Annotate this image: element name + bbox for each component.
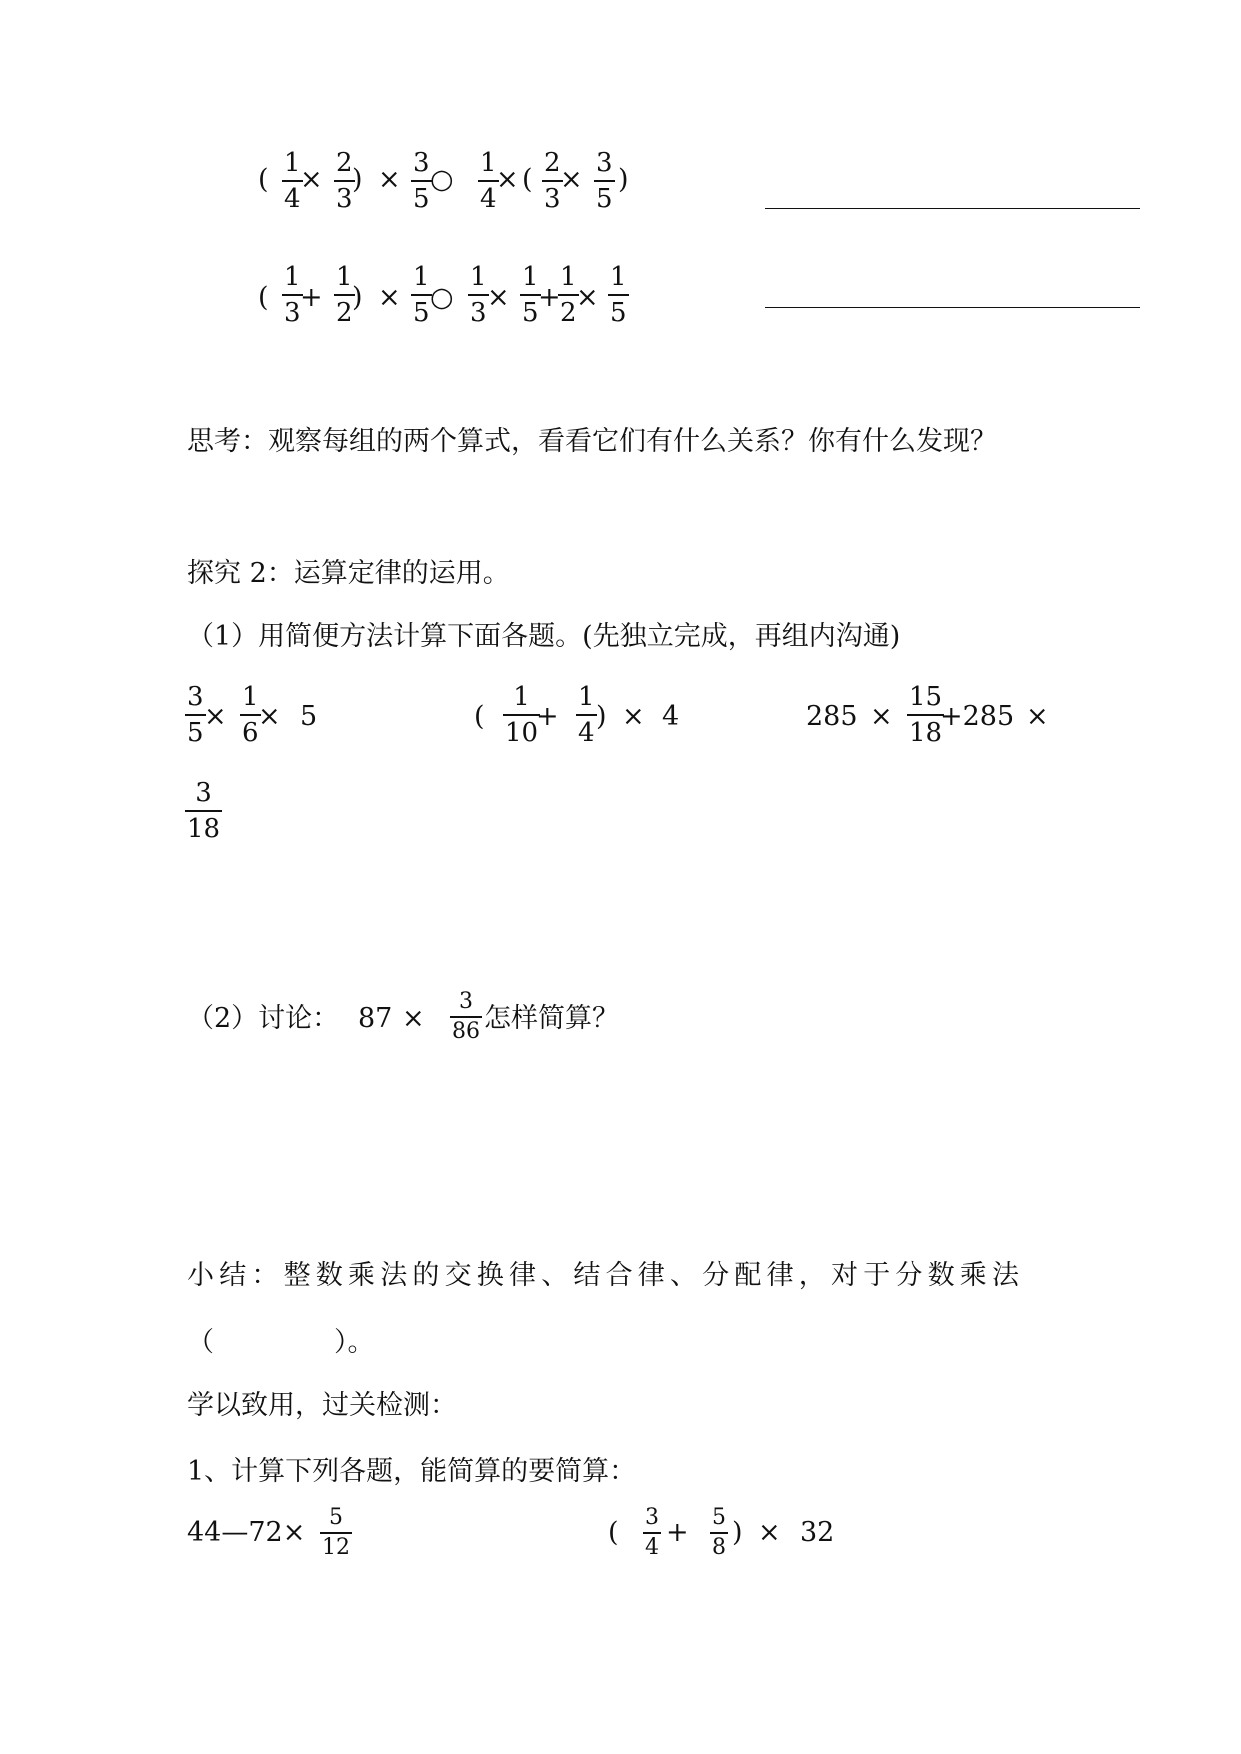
paren-open: ( <box>258 164 269 195</box>
paren-open: （ <box>187 1327 214 1358</box>
fraction: 5 12 <box>322 1505 350 1560</box>
fraction: 1 2 <box>336 262 353 328</box>
fraction: 1 2 <box>560 262 577 328</box>
operator: × <box>758 1517 781 1548</box>
operator: × <box>1026 701 1049 732</box>
operator: × <box>496 164 519 195</box>
paren-close: ) <box>352 164 363 195</box>
operator: × <box>258 701 281 732</box>
operator: × <box>576 282 599 313</box>
number: 87 <box>358 1003 393 1034</box>
fraction: 5 8 <box>712 1505 726 1560</box>
answer-blank[interactable] <box>765 208 1140 209</box>
expression: 44—72× <box>187 1517 306 1548</box>
paren-close: ）。 <box>334 1327 375 1358</box>
paren-close: ) <box>732 1517 743 1548</box>
fraction: 1 10 <box>505 682 539 748</box>
operator: × <box>300 164 323 195</box>
number: 285 <box>806 701 858 732</box>
summary-line-1: 小结：整数乘法的交换律、结合律、分配律，对于分数乘法 <box>187 1260 1025 1291</box>
operator: + <box>536 701 559 732</box>
fraction: 1 5 <box>413 262 430 328</box>
paren-open: ( <box>474 701 485 732</box>
fraction: 3 18 <box>187 778 221 844</box>
fraction: 1 5 <box>522 262 539 328</box>
paren-open: ( <box>258 282 269 313</box>
exercise1-prompt: 1、计算下列各题，能简算的要简算： <box>187 1456 637 1487</box>
fraction: 1 4 <box>578 682 595 748</box>
fraction: 3 5 <box>596 148 613 214</box>
operator: + <box>538 282 561 313</box>
paren-open: ( <box>608 1517 619 1548</box>
explore2-q1-prompt: （1）用简便方法计算下面各题。(先独立完成，再组内沟通) <box>187 621 901 652</box>
paren-close: ) <box>352 282 363 313</box>
fraction: 15 18 <box>909 682 943 748</box>
compare-circle[interactable]: ○ <box>430 164 454 195</box>
fraction: 3 5 <box>413 148 430 214</box>
fraction: 2 3 <box>544 148 561 214</box>
operator: × <box>204 701 227 732</box>
number: 4 <box>662 701 680 732</box>
operator: × <box>560 164 583 195</box>
fraction: 3 86 <box>452 989 480 1044</box>
fraction: 1 3 <box>284 262 301 328</box>
answer-blank[interactable] <box>765 307 1140 308</box>
number: 32 <box>800 1517 835 1548</box>
paren-close: ) <box>618 164 629 195</box>
fraction: 3 4 <box>645 1505 659 1560</box>
operator: × <box>622 701 645 732</box>
number: 5 <box>300 701 318 732</box>
paren-open: ( <box>522 164 533 195</box>
operator: × <box>378 164 401 195</box>
apply-title: 学以致用，过关检测： <box>187 1390 457 1421</box>
operator: × <box>487 282 510 313</box>
q2-question: 怎样简算？ <box>484 1003 619 1034</box>
operator: +285 <box>940 701 1015 732</box>
fraction: 1 6 <box>242 682 259 748</box>
fraction: 1 4 <box>480 148 497 214</box>
operator: × <box>402 1003 425 1034</box>
fraction: 1 4 <box>284 148 301 214</box>
operator: × <box>870 701 893 732</box>
fraction: 3 5 <box>187 682 204 748</box>
operator: + <box>666 1517 689 1548</box>
fraction: 2 3 <box>336 148 353 214</box>
fraction: 1 5 <box>610 262 627 328</box>
explore2-title: 探究 2：运算定律的运用。 <box>187 558 510 589</box>
fraction: 1 3 <box>470 262 487 328</box>
operator: × <box>378 282 401 313</box>
compare-circle[interactable]: ○ <box>430 282 454 313</box>
paren-close: ) <box>596 701 607 732</box>
operator: + <box>300 282 323 313</box>
q2-prompt: （2）讨论： <box>187 1003 340 1034</box>
think-prompt: 思考：观察每组的两个算式，看看它们有什么关系？你有什么发现？ <box>187 426 997 457</box>
